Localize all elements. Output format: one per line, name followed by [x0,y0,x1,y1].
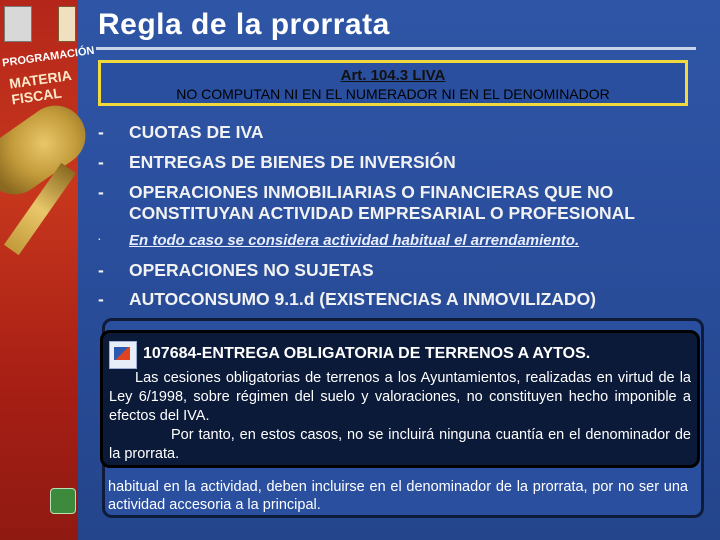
title-underline [96,47,696,50]
back-panel-text: habitual en la actividad, deben incluirse en el denominador de la prorrata, por no ser una actividad accesoria a la principal. [108,479,688,513]
bullet-marker: - [98,182,104,202]
bullet-text: OPERACIONES NO SUJETAS [129,260,374,280]
article-title: Art. 104.3 LIVA [340,67,446,84]
side-cover-image [0,0,96,540]
panel-heading: 107684-ENTREGA OBLIGATORIA DE TERRENOS A AYTOS. [143,345,591,362]
tax-agency-icon [109,341,137,369]
bullet-text: CUOTAS DE IVA [129,122,264,142]
crest-icon [58,6,76,42]
panel-paragraph-2: Por tanto, en estos casos, no se incluirá ninguna cuantía en el denominador de la prorrata. [109,427,691,462]
bullet-marker: - [98,289,104,309]
bullet-marker: - [98,152,104,172]
article-box [98,60,688,106]
slide-title: Regla de la prorrata [98,8,390,41]
bullet-text: OPERACIONES INMOBILIARIAS O FINANCIERAS QUE NO CONSTITUYAN ACTIVIDAD EMPRESARIAL O PROFESIONAL [129,182,635,223]
bullet-text: AUTOCONSUMO 9.1.d (EXISTENCIAS A INMOVILIZADO) [129,289,597,309]
bullet-note-text: En todo caso se considera actividad habitual el arrendamiento. [129,232,580,249]
front-panel [100,330,700,468]
article-subtitle: NO COMPUTAN NI EN EL NUMERADOR NI EN EL DENOMINADOR [176,86,610,102]
panel-paragraph-1: Las cesiones obligatorias de terrenos a los Ayuntamientos, realizadas en virtud de la Ley 6/1998, sobre régimen del suelo y valoraciones, no constituyen hecho imponible a efectos del IVA. [109,370,691,424]
materia-label: MATERIA FISCAL [8,67,73,108]
foundation-badge-icon [50,488,76,514]
ministry-logo-icon [4,6,32,42]
bullet-marker: - [98,122,104,142]
programa-label: PROGRAMACIÓN [1,44,96,70]
bullet-marker: . [98,232,101,243]
bullet-marker: - [98,260,104,280]
panel-body [109,369,691,464]
bullet-text: ENTREGAS DE BIENES DE INVERSIÓN [129,152,456,172]
